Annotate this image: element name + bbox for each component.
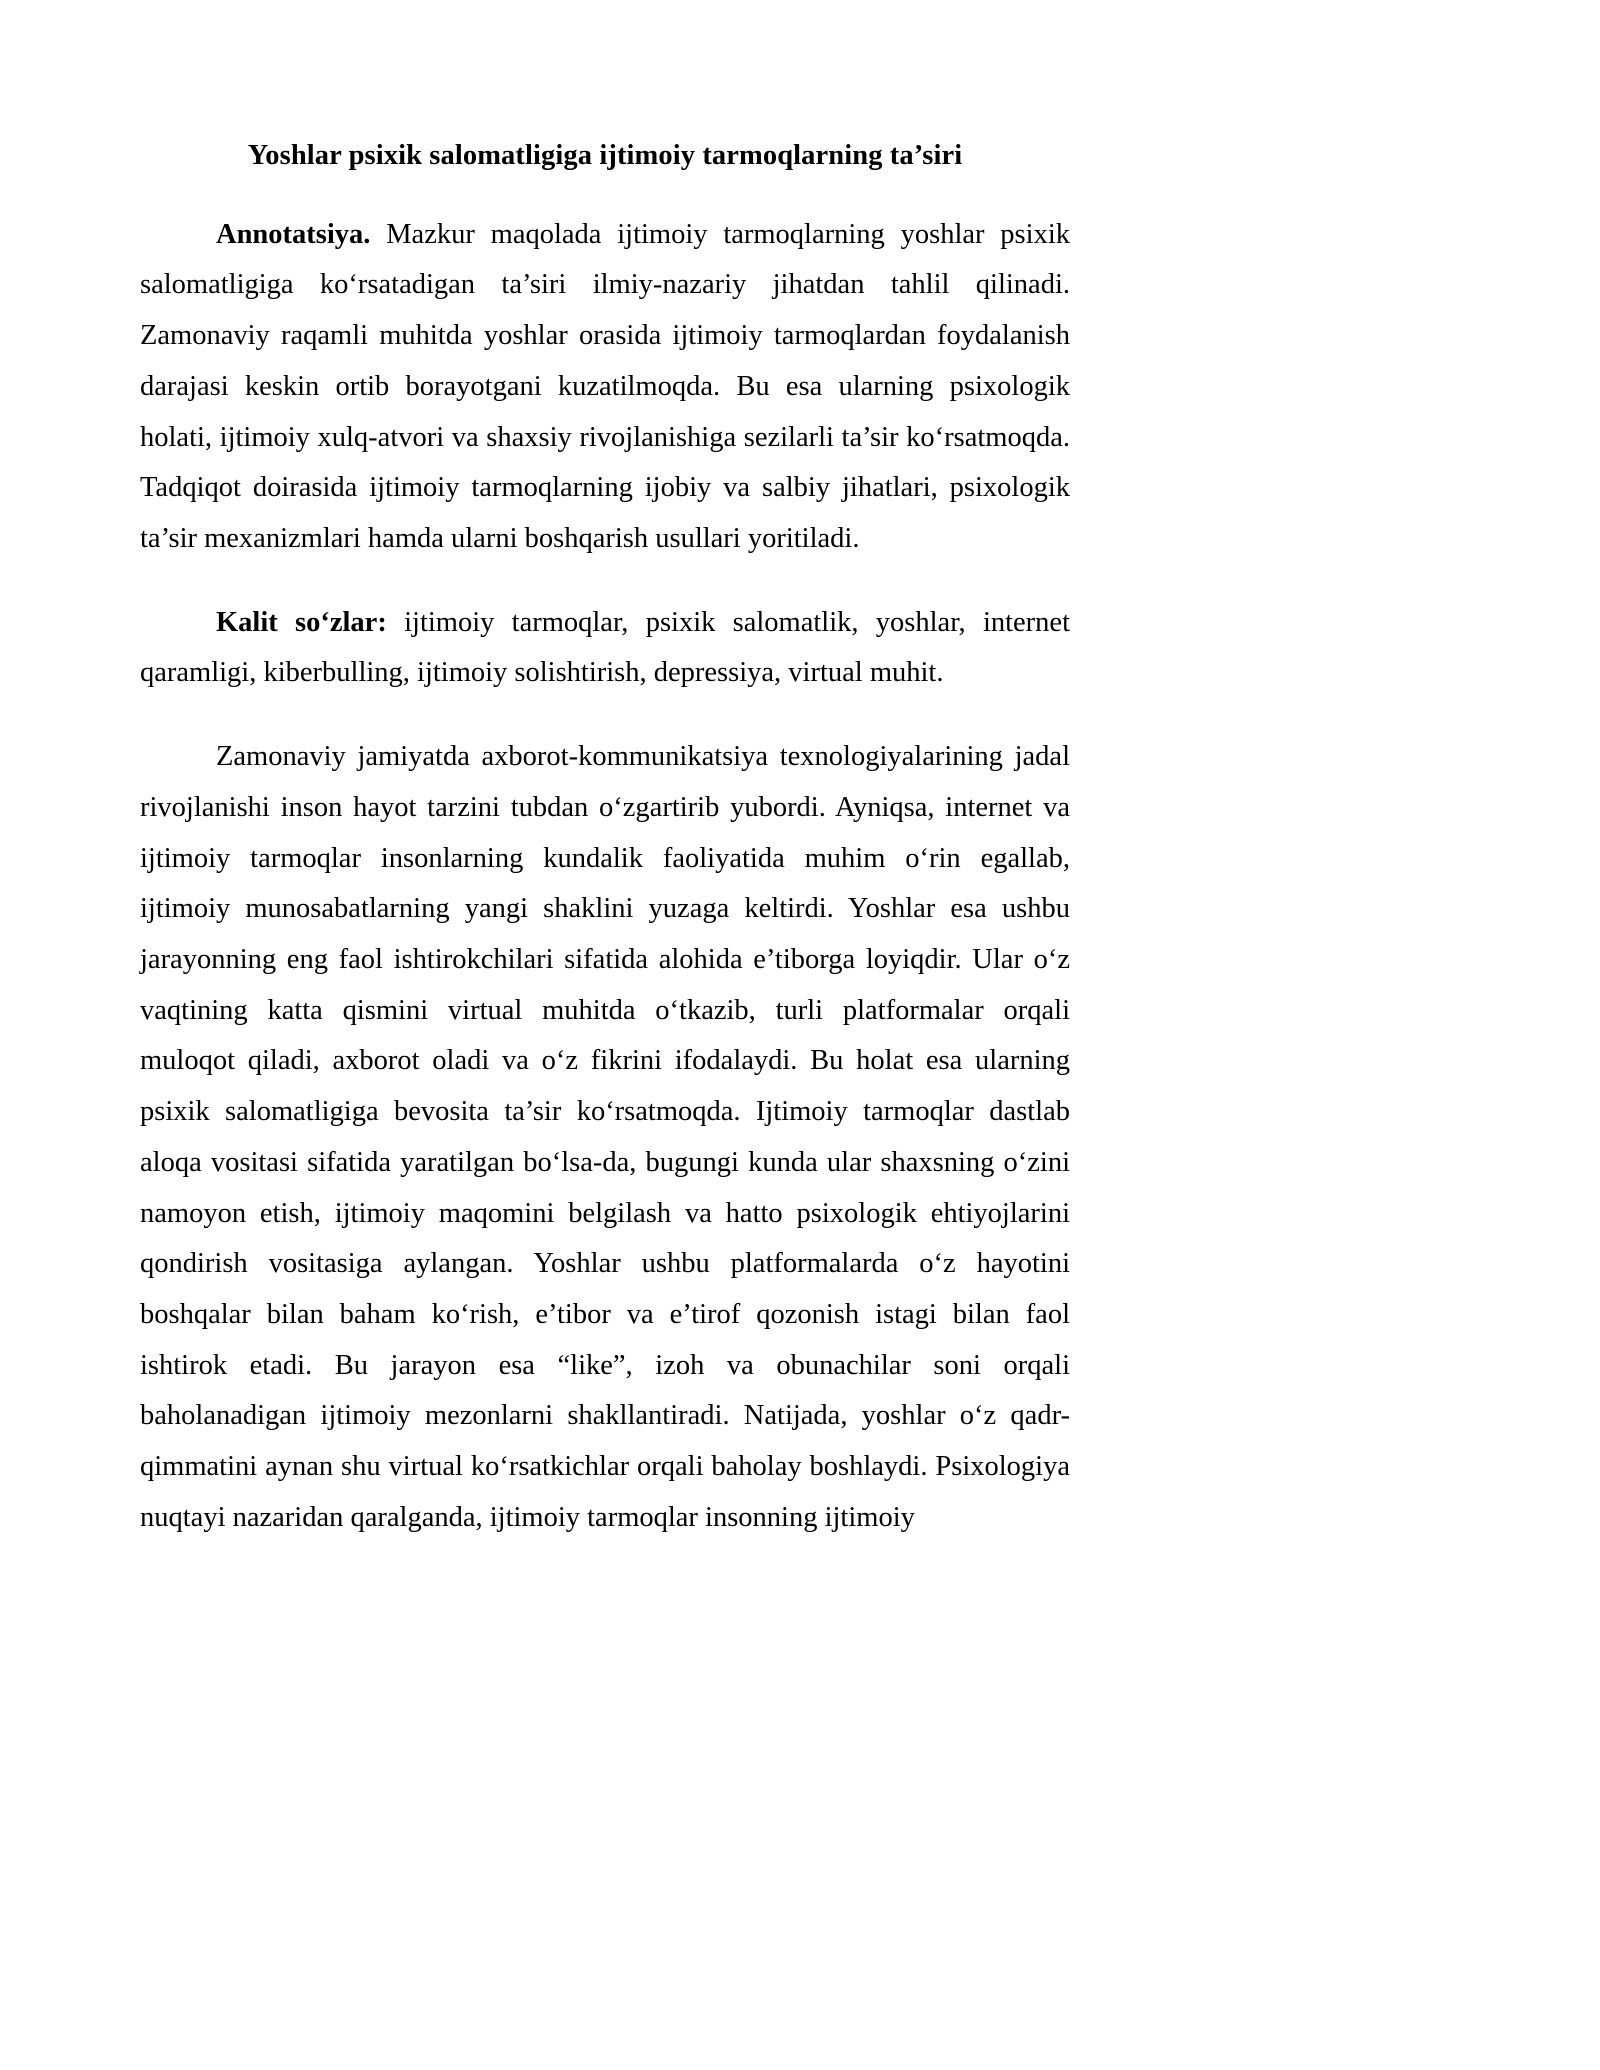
body-paragraph [140, 732, 1070, 1544]
keywords-label: Kalit so‘zlar: [216, 606, 387, 638]
annotation-label: Annotatsiya. [216, 218, 371, 250]
keywords-text: ijtimoiy tarmoqlar, psixik salomatlik, yoshlar, internet qaramligi, kiberbulling, ijtimoiy solishtirish, depressiya, virtual muhit. [140, 606, 1070, 689]
document-text-column [140, 0, 1070, 1544]
annotation-paragraph [140, 210, 1070, 565]
page-title: Yoshlar psixik salomatligiga ijtimoiy tarmoqlarning ta’siri [247, 140, 963, 171]
keywords-paragraph [140, 598, 1070, 699]
body-text: Zamonaviy jamiyatda axborot-kommunikatsiya texnologiyalarining jadal rivojlanishi inson hayot tarzini tubdan o‘zgartirib yubordi. Ayniqsa, internet va ijtimoiy tarmoqlar insonlarning kundalik faoliyatida muhim o‘rin egallab, ijtimoiy munosabatlarning yangi shaklini yuzaga keltirdi. Yoshlar esa ushbu jarayonning eng faol ishtirokchilari sifatida alohida e’tiborga loyiqdir. Ular o‘z vaqtining katta qismini virtual muhitda o‘tkazib, turli platformalar orqali muloqot qiladi, axborot oladi va o‘z fikrini ifodalaydi. Bu holat esa ularning psixik salomatligiga bevosita ta’sir ko‘rsatmoqda. Ijtimoiy tarmoqlar dastlab aloqa vositasi sifatida yaratilgan bo‘lsa-da, bugungi kunda ular shaxsning o‘zini namoyon etish, ijtimoiy maqomini belgilash va hatto psixologik ehtiyojlarini qondirish vositasiga aylangan. Yoshlar ushbu platformalarda o‘z hayotini boshqalar bilan baham ko‘rish, e’tibor va e’tirof qozonish istagi bilan faol ishtirok etadi. Bu jarayon esa “like”, izoh va obunachilar soni orqali baholanadigan ijtimoiy mezonlarni shakllantiradi. Natijada, yoshlar o‘z qadr-qimmatini aynan shu virtual ko‘rsatkichlar orqali baholay boshlaydi. Psixologiya nuqtayi nazaridan qaralganda, ijtimoiy tarmoqlar insonning ijtimoiy [140, 741, 1070, 1533]
annotation-text: Mazkur maqolada ijtimoiy tarmoqlarning yoshlar psixik salomatligiga ko‘rsatadigan ta’siri ilmiy-nazariy jihatdan tahlil qilinadi. Zamonaviy raqamli muhitda yoshlar orasida ijtimoiy tarmoqlardan foydalanish darajasi keskin ortib borayotgani kuzatilmoqda. Bu esa ularning psixologik holati, ijtimoiy xulq-atvori va shaxsiy rivojlanishiga sezilarli ta’sir ko‘rsatmoqda. Tadqiqot doirasida ijtimoiy tarmoqlarning ijobiy va salbiy jihatlari, psixologik ta’sir mexanizmlari hamda ularni boshqarish usullari yoritiladi. [140, 218, 1070, 554]
